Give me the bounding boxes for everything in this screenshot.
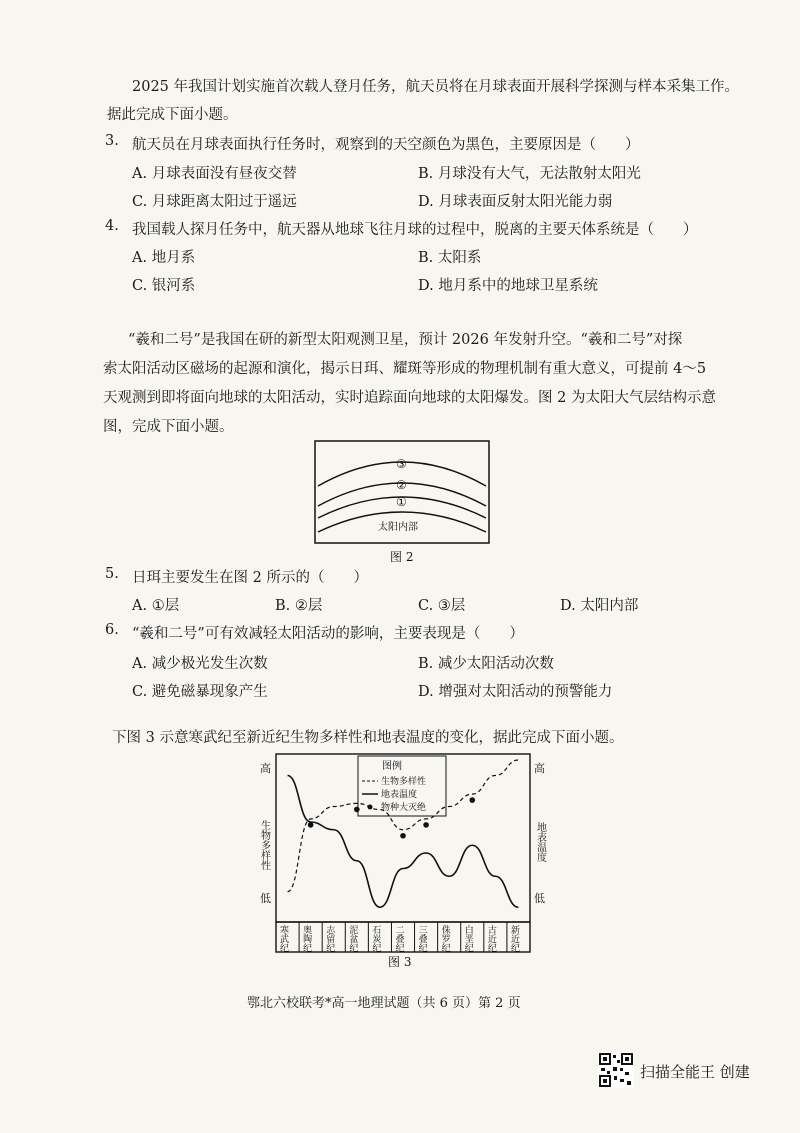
q5-option-b: B. ②层 bbox=[275, 598, 323, 614]
q6-option-d: D. 增强对太阳活动的预警能力 bbox=[418, 684, 613, 700]
right-high-label: 高 bbox=[534, 762, 545, 775]
figure3-chart bbox=[230, 750, 560, 970]
intro2-line1: “羲和二号”是我国在研的新型太阳观测卫星，预计 2026 年发射升空。“羲和二号”对探 bbox=[128, 332, 683, 348]
q5-stem: 日珥主要发生在图 2 所示的（ ） bbox=[132, 570, 368, 586]
q5-option-d: D. 太阳内部 bbox=[560, 598, 639, 614]
intro2-line3: 天观测到即将面向地球的太阳活动，实时追踪面向地球的太阳爆发。图 2 为太阳大气层结构示意 bbox=[103, 390, 716, 406]
legend-item-temperature: 地表温度 bbox=[381, 790, 418, 800]
q3-option-d: D. 月球表面反射太阳光能力弱 bbox=[418, 194, 613, 210]
intro3-text: 下图 3 示意寒武纪至新近纪生物多样性和地表温度的变化，据此完成下面小题。 bbox=[112, 730, 624, 746]
qr-code-icon bbox=[598, 1052, 634, 1088]
q6-number: 6. bbox=[105, 622, 119, 638]
layer1-label: ① bbox=[396, 495, 407, 509]
q3-option-a: A. 月球表面没有昼夜交替 bbox=[132, 166, 297, 182]
q3-number: 3. bbox=[105, 133, 119, 149]
period-label: 石炭纪 bbox=[370, 925, 381, 952]
intro2-line2: 索太阳活动区磁场的起源和演化，揭示日珥、耀斑等形成的物理机制有重大意义，可提前 4～5 bbox=[103, 361, 707, 377]
left-axis-title: 生物多样性 bbox=[258, 820, 270, 870]
intro2-line4: 图，完成下面小题。 bbox=[103, 419, 234, 435]
legend-item-biodiversity: 生物多样性 bbox=[381, 777, 427, 787]
q5-number: 5. bbox=[105, 566, 119, 582]
q5-option-a: A. ①层 bbox=[132, 598, 180, 614]
q4-number: 4. bbox=[105, 218, 119, 234]
q5-option-c: C. ③层 bbox=[418, 598, 466, 614]
right-low-label: 低 bbox=[534, 892, 545, 905]
period-label: 奥陶纪 bbox=[301, 925, 312, 952]
layer3-label: ③ bbox=[396, 457, 407, 471]
figure2-caption: 图 2 bbox=[390, 550, 414, 564]
extinction-point bbox=[469, 797, 475, 803]
q6-option-b: B. 减少太阳活动次数 bbox=[418, 656, 554, 672]
layer2-label: ② bbox=[396, 478, 407, 492]
period-label: 寒武纪 bbox=[278, 925, 289, 952]
legend bbox=[358, 756, 446, 816]
extinction-point bbox=[354, 807, 360, 813]
left-high-label: 高 bbox=[260, 762, 271, 775]
figure3-caption: 图 3 bbox=[388, 955, 412, 969]
q4-option-d: D. 地月系中的地球卫星系统 bbox=[418, 278, 598, 294]
extinction-point bbox=[308, 822, 314, 828]
right-axis-title: 地表温度 bbox=[534, 822, 546, 862]
q3-option-b: B. 月球没有大气，无法散射太阳光 bbox=[418, 166, 641, 182]
figure2-sun-atmosphere-diagram bbox=[314, 440, 490, 568]
intro1-line1: 2025 年我国计划实施首次载人登月任务，航天员将在月球表面开展科学探测与样本采集工作。 bbox=[132, 79, 740, 95]
extinction-point bbox=[400, 833, 406, 839]
period-label: 三叠纪 bbox=[416, 925, 427, 952]
q4-option-a: A. 地月系 bbox=[132, 250, 196, 266]
q3-option-c: C. 月球距离太阳过于遥远 bbox=[132, 194, 297, 210]
page-footer: 鄂北六校联考*高一地理试题（共 6 页）第 2 页 bbox=[247, 996, 521, 1011]
intro1-line2: 据此完成下面小题。 bbox=[107, 107, 238, 123]
q6-stem: “羲和二号”可有效减轻太阳活动的影响，主要表现是（ ） bbox=[132, 626, 524, 642]
left-low-label: 低 bbox=[260, 892, 271, 905]
extinction-point bbox=[423, 822, 429, 828]
period-label: 泥盆纪 bbox=[347, 925, 358, 952]
legend-item-extinction: 物种大灭绝 bbox=[381, 803, 427, 813]
watermark-text: 扫描全能王 创建 bbox=[640, 1063, 750, 1081]
period-label: 白垩纪 bbox=[462, 925, 473, 952]
period-label: 志留纪 bbox=[324, 925, 335, 952]
period-label: 新近纪 bbox=[508, 925, 519, 952]
legend-title: 图例 bbox=[382, 761, 402, 772]
period-label: 侏罗纪 bbox=[439, 925, 450, 952]
period-label: 古近纪 bbox=[485, 925, 496, 952]
sun-interior-label: 太阳内部 bbox=[378, 522, 418, 533]
q4-option-c: C. 银河系 bbox=[132, 278, 196, 294]
period-label: 二叠纪 bbox=[393, 925, 404, 952]
q4-option-b: B. 太阳系 bbox=[418, 250, 482, 266]
q4-stem: 我国载人探月任务中，航天器从地球飞往月球的过程中，脱离的主要天体系统是（ ） bbox=[132, 222, 698, 238]
q6-option-a: A. 减少极光发生次数 bbox=[132, 656, 268, 672]
q3-stem: 航天员在月球表面执行任务时，观察到的天空颜色为黑色，主要原因是（ ） bbox=[132, 137, 640, 153]
q6-option-c: C. 避免磁暴现象产生 bbox=[132, 684, 268, 700]
